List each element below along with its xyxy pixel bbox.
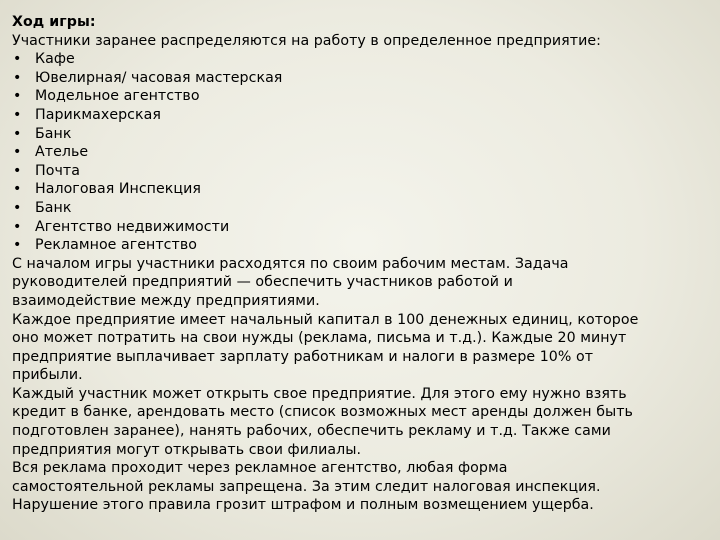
list-item bbox=[12, 69, 714, 88]
bullet-icon: • bbox=[13, 51, 22, 68]
list-item bbox=[12, 87, 714, 106]
body-line: Каждый участник может открыть свое предприятие. Для этого ему нужно взять bbox=[12, 385, 627, 402]
list-item-label: Парикмахерская bbox=[35, 106, 161, 123]
body-line: предприятия могут открывать свои филиалы. bbox=[12, 441, 362, 458]
list-item-label: Ювелирная/ часовая мастерская bbox=[35, 69, 283, 86]
list-item bbox=[12, 199, 714, 218]
list-item bbox=[12, 162, 714, 181]
list-item-label: Банк bbox=[35, 125, 72, 142]
list-item-label: Рекламное агентство bbox=[35, 237, 197, 254]
bullet-icon: • bbox=[13, 162, 22, 179]
body-line: Вся реклама проходит через рекламное агентство, любая форма bbox=[12, 460, 508, 477]
body-line: кредит в банке, арендовать место (список возможных мест аренды должен быть bbox=[12, 404, 633, 421]
body-line: самостоятельной рекламы запрещена. За этим следит налоговая инспекция. bbox=[12, 478, 601, 495]
bullet-icon: • bbox=[13, 88, 22, 105]
list-item bbox=[12, 218, 714, 237]
body-line: оно может потратить на свои нужды (реклама, письма и т.д.). Каждые 20 минут bbox=[12, 330, 627, 347]
bullet-icon: • bbox=[13, 199, 22, 216]
bullet-icon: • bbox=[13, 181, 22, 198]
slide-title: Ход игры: bbox=[12, 14, 96, 30]
list-item-label: Агентство недвижимости bbox=[35, 218, 230, 235]
slide-content bbox=[12, 13, 714, 515]
body-line: Нарушение этого правила грозит штрафом и полным возмещением ущерба. bbox=[12, 497, 594, 514]
list-item bbox=[12, 106, 714, 125]
body-line: С началом игры участники расходятся по своим рабочим местам. Задача bbox=[12, 255, 569, 272]
list-item-label: Налоговая Инспекция bbox=[35, 181, 201, 198]
list-item-label: Банк bbox=[35, 199, 72, 216]
bullet-icon: • bbox=[13, 218, 22, 235]
body-line: предприятие выплачивает зарплату работникам и налоги в размере 10% от bbox=[12, 348, 594, 365]
body-line: руководителей предприятий — обеспечить участников работой и bbox=[12, 274, 513, 291]
body-line: прибыли. bbox=[12, 367, 83, 384]
bullet-icon: • bbox=[13, 125, 22, 142]
list-item bbox=[12, 50, 714, 69]
body-line: Каждое предприятие имеет начальный капитал в 100 денежных единиц, которое bbox=[12, 311, 639, 328]
list-item-label: Модельное агентство bbox=[35, 88, 200, 105]
list-item bbox=[12, 143, 714, 162]
list-item bbox=[12, 125, 714, 144]
bullet-icon: • bbox=[13, 144, 22, 161]
body-line: взаимодействие между предприятиями. bbox=[12, 292, 320, 309]
list-item bbox=[12, 180, 714, 199]
bullet-icon: • bbox=[13, 69, 22, 86]
intro-line: Участники заранее распределяются на работу в определенное предприятие: bbox=[12, 32, 601, 49]
list-item-label: Кафе bbox=[35, 51, 75, 68]
enterprise-list bbox=[12, 50, 714, 255]
list-item-label: Ателье bbox=[35, 144, 89, 161]
bullet-icon: • bbox=[13, 237, 22, 254]
body-line: подготовлен заранее), нанять рабочих, обеспечить рекламу и т.д. Также сами bbox=[12, 423, 611, 440]
list-item-label: Почта bbox=[35, 162, 80, 179]
list-item bbox=[12, 236, 714, 255]
bullet-icon: • bbox=[13, 106, 22, 123]
